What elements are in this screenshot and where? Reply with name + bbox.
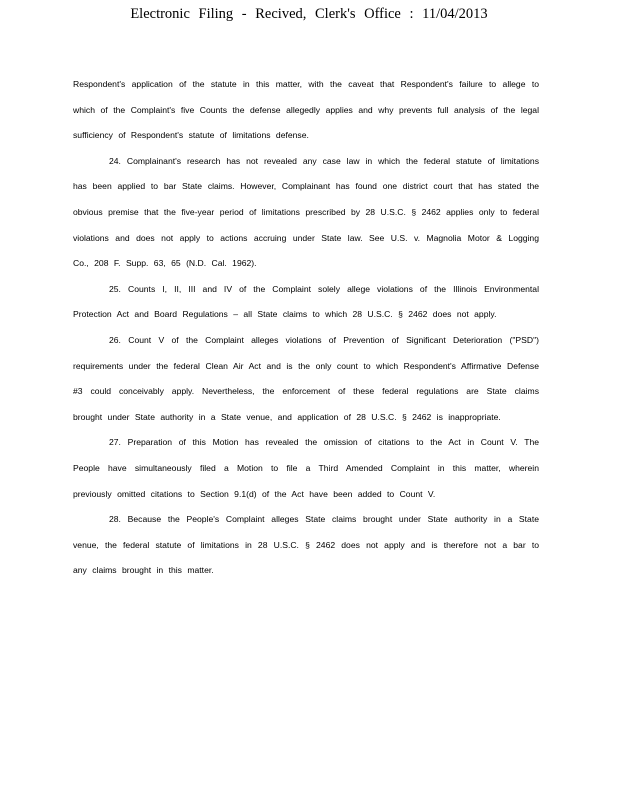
paragraph-text: Respondent's application of the statute in this matter, with the caveat that Respondent's failure to allege to which of the Complaint's five Counts the defense allegedly applies and why prevents full analysis of the legal sufficiency of Respondent's statute of limitations defense. <box>73 79 539 141</box>
filing-header: Electronic Filing - Recived, Clerk's Office : 11/04/2013 <box>130 6 488 22</box>
paragraph-text: Preparation of this Motion has revealed the omission of citations to the Act in Count V. The People have simultaneously filed a Motion to file a Third Amended Complaint in this matter, wherein previously omitted citations to Section 9.1(d) of the Act have been added to Count V. <box>73 437 540 499</box>
paragraph-28 <box>73 507 539 584</box>
paragraph-number: 27. <box>109 437 121 448</box>
paragraph-27 <box>73 430 539 507</box>
paragraph-text: Count V of the Complaint alleges violations of Prevention of Significant Deterioration ("PSD") requirements under the federal Clean Air Act and is the only count to which Respondent's Affirmative Defense #3 could conceivably apply. Nevertheless, the enforcement of these federal regulations are State claims brought under State authority in a State venue, and application of 28 U.S.C. § 2462 is inappropriate. <box>73 334 539 422</box>
paragraph-continued <box>73 72 539 149</box>
paragraph-24 <box>73 149 539 277</box>
paragraph-25 <box>73 277 539 328</box>
paragraph-text: Counts I, II, III and IV of the Complaint solely allege violations of the Illinois Environmental Protection Act and Board Regulations – all State claims to which 28 U.S.C. § 2462 does not apply. <box>73 283 539 320</box>
document-body <box>73 72 539 584</box>
paragraph-number: 26. <box>109 334 121 345</box>
paragraph-text: Because the People's Complaint alleges State claims brought under State authority in a State venue, the federal statute of limitations in 28 U.S.C. § 2462 does not apply and is therefore not a bar to any claims brought in this matter. <box>73 514 540 576</box>
paragraph-26 <box>73 328 539 430</box>
paragraph-number: 25. <box>109 283 121 294</box>
paragraph-number: 24. <box>109 155 121 166</box>
paragraph-number: 28. <box>109 514 121 525</box>
paragraph-text: Complainant's research has not revealed any case law in which the federal statute of limitations has been applied to bar State claims. However, Complainant has found one district court that has stated the obvious premise that the five-year period of limitations prescribed by 28 U.S.C. § 2462 applies only to federal violations and does not apply to actions accruing under State law. See U.S. v. Magnolia Motor & Logging Co., 208 F. Supp. 63, 65 (N.D. Cal. 1962). <box>73 155 539 269</box>
